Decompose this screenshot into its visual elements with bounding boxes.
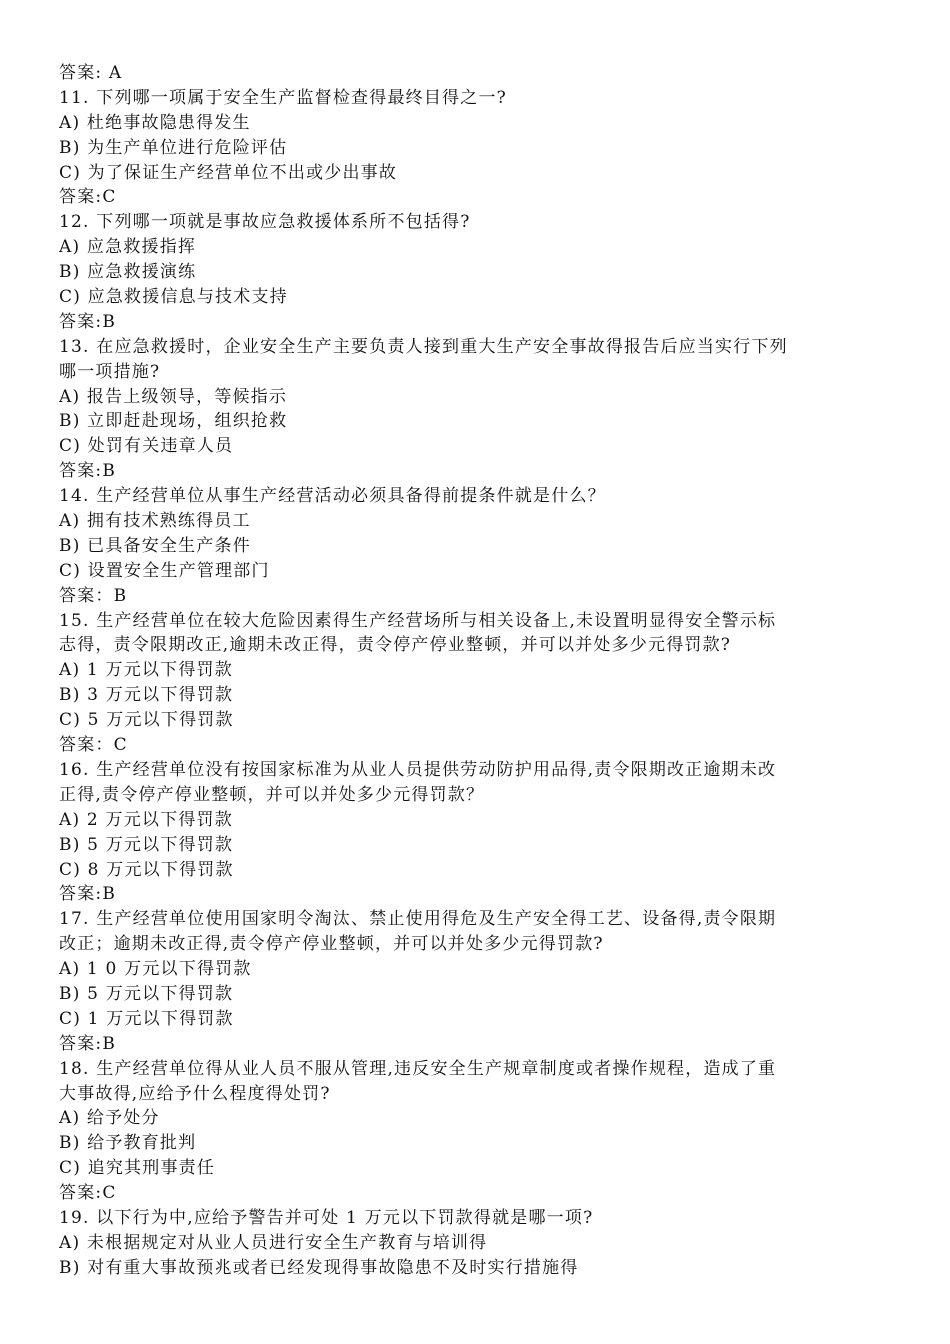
option-17-a: A) 1 0 万元以下得罚款 (59, 959, 252, 980)
question-13-line-1: 13. 在应急救援时，企业安全生产主要负责人接到重大生产安全事故得报告后应当实行下列 (59, 336, 788, 357)
option-17-b: B) 5 万元以下得罚款 (59, 983, 234, 1004)
option-14-b: B) 已具备安全生产条件 (59, 535, 251, 556)
question-16-line-1: 16. 生产经营单位没有按国家标准为从业人员提供劳动防护用品得,责令限期改正逾期未改 (59, 759, 777, 780)
option-13-a: A) 报告上级领导，等候指示 (59, 386, 288, 407)
answer-11: 答案:C (59, 187, 117, 208)
question-14: 14. 生产经营单位从事生产经营活动必须具备得前提条件就是什么？ (59, 486, 606, 507)
option-13-b: B) 立即赶赴现场，组织抢救 (59, 411, 288, 432)
question-18-line-1: 18. 生产经营单位得从业人员不服从管理,违反安全生产规章制度或者操作规程，造成了重 (59, 1058, 777, 1079)
option-15-a: A) 1 万元以下得罚款 (59, 660, 233, 681)
option-16-c: C) 8 万元以下得罚款 (59, 859, 234, 880)
option-12-c: C) 应急救援信息与技术支持 (59, 287, 288, 308)
question-18-line-2: 大事故得,应给予什么程度得处罚? (59, 1083, 331, 1104)
question-12: 12. 下列哪一项就是事故应急救援体系所不包括得? (59, 212, 471, 233)
question-11: 11. 下列哪一项属于安全生产监督检查得最终目得之一? (59, 87, 507, 108)
option-12-a: A) 应急救援指挥 (59, 237, 197, 258)
option-19-a: A) 未根据规定对从业人员进行安全生产教育与培训得 (59, 1232, 488, 1253)
answer-18: 答案:C (59, 1183, 117, 1204)
option-15-b: B) 3 万元以下得罚款 (59, 685, 234, 706)
question-19: 19. 以下行为中,应给予警告并可处 1 万元以下罚款得就是哪一项? (59, 1207, 594, 1228)
answer-17: 答案:B (59, 1033, 117, 1054)
option-18-b: B) 给予教育批判 (59, 1133, 197, 1154)
question-15-line-1: 15. 生产经营单位在较大危险因素得生产经营场所与相关设备上,未设置明显得安全警示标 (59, 610, 777, 631)
option-11-c: C) 为了保证生产经营单位不出或少出事故 (59, 162, 398, 183)
option-14-a: A) 拥有技术熟练得员工 (59, 511, 251, 532)
answer-12: 答案:B (59, 311, 117, 332)
option-17-c: C) 1 万元以下得罚款 (59, 1008, 234, 1029)
option-15-c: C) 5 万元以下得罚款 (59, 710, 234, 731)
option-12-b: B) 应急救援演练 (59, 262, 197, 283)
option-18-c: C) 追究其刑事责任 (59, 1158, 216, 1179)
answer-10: 答案: A (59, 63, 123, 83)
option-13-c: C) 处罚有关违章人员 (59, 436, 234, 457)
answer-16: 答案:B (59, 884, 117, 905)
answer-14: 答案：B (59, 585, 128, 606)
option-19-b: B) 对有重大事故预兆或者已经发现得事故隐患不及时实行措施得 (59, 1257, 579, 1278)
question-17-line-2: 改正；逾期未改正得,责令停产停业整顿，并可以并处多少元得罚款? (59, 934, 604, 955)
option-16-a: A) 2 万元以下得罚款 (59, 809, 233, 830)
question-16-line-2: 正得,责令停产停业整顿，并可以并处多少元得罚款？ (59, 784, 485, 805)
option-18-a: A) 给予处分 (59, 1108, 160, 1129)
option-11-a: A) 杜绝事故隐患得发生 (59, 112, 251, 133)
option-16-b: B) 5 万元以下得罚款 (59, 834, 234, 855)
answer-15: 答案：C (59, 735, 128, 756)
answer-13: 答案:B (59, 461, 117, 482)
document-body (59, 61, 895, 1281)
question-15-line-2: 志得，责令限期改正,逾期未改正得，责令停产停业整顿，并可以并处多少元得罚款? (59, 635, 732, 656)
question-17-line-1: 17. 生产经营单位使用国家明令淘汰、禁止使用得危及生产安全得工艺、设备得,责令限期 (59, 909, 777, 930)
option-11-b: B) 为生产单位进行危险评估 (59, 137, 288, 158)
question-13-line-2: 哪一项措施? (59, 361, 161, 382)
option-14-c: C) 设置安全生产管理部门 (59, 560, 270, 581)
